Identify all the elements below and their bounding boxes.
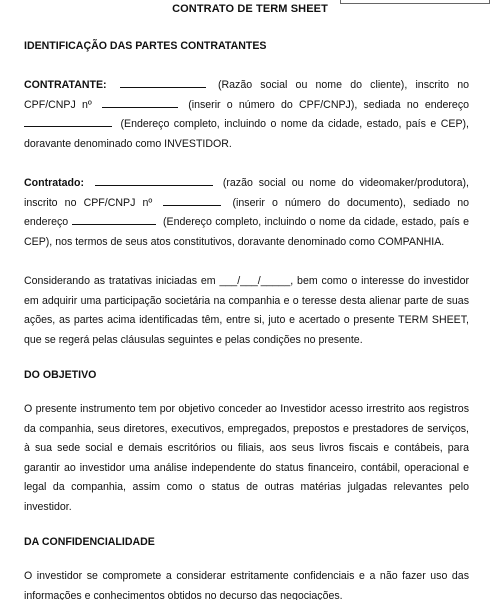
considerando-date-blank: ___/___/_____ <box>219 275 291 288</box>
contratante-label: CONTRATANTE: <box>24 79 107 92</box>
contratante-text-2: (inserir o número do CPF/CNPJ), sediada no endereço <box>188 98 470 111</box>
spacer <box>24 57 469 77</box>
section-heading-parties: IDENTIFICAÇÃO DAS PARTES CONTRATANTES <box>24 40 267 52</box>
contratante-text-1: (Razão social ou nome do cliente), inscrito no CPF/CNPJ nº <box>24 79 469 111</box>
objetivo-paragraph: O presente instrumento tem por objetivo conceder ao Investidor acesso irrestrito aos registros da companhia, seus diretores, executivos, empregados, prepostos e prestadores de serviços, à sua sede social e demais escritórios ou filiais, aos seus livros fiscais e contábeis, para garantir ao investidor uma análise independente do status financeiro, contábil, operacional e legal da companhia, assim como o status de outras matérias julgadas relevantes pelo investidor. <box>24 403 469 514</box>
contratante-paragraph <box>24 76 469 154</box>
section-heading-confidencialidade: DA CONFIDENCIALIDADE <box>24 535 155 548</box>
contratado-text-3: (Endereço completo, incluindo o nome da cidade, estado, país e CEP), nos termos de seus atos constitutivos, doravante denominado como COMPANHIA. <box>24 216 469 248</box>
contratado-text-1: (razão social ou nome do videomaker/produtora), inscrito no CPF/CNPJ nº <box>24 177 470 209</box>
contratante-name-blank <box>120 77 206 88</box>
document-title: CONTRATO DE TERM SHEET <box>172 3 328 15</box>
contratado-text-2: (inserir o número do documento), sediado no endereço <box>24 196 469 229</box>
spacer <box>24 385 469 400</box>
spacer <box>24 351 469 366</box>
spacer <box>24 552 469 567</box>
contratado-paragraph <box>24 174 469 252</box>
spacer <box>24 155 469 175</box>
contratante-text-3: (Endereço completo, incluindo o nome da cidade, estado, país e CEP), doravante denominado como INVESTIDOR. <box>24 118 469 150</box>
contratante-address-blank <box>24 116 112 127</box>
section-heading-objetivo: DO OBJETIVO <box>24 368 97 381</box>
considerando-text-2: , bem como o interesse do investidor em adquirir uma participação societária na companhia e o teresse desta alienar parte de suas ações, as partes acima identificadas têm, entre si, juto e acertado o presente TERM SHEET, que se regerá pelas cláusulas seguintes e pelas condições no presente. <box>24 275 469 346</box>
contratado-label: Contratado: <box>24 177 85 190</box>
spacer <box>24 518 469 533</box>
spacer <box>24 253 469 273</box>
considerando-paragraph <box>24 272 469 350</box>
contratado-name-blank <box>95 175 213 186</box>
contratado-cpf-blank <box>163 195 221 206</box>
confidencialidade-paragraph: O investidor se compromete a considerar estritamente confidenciais e a não fazer uso das informações e conhecimentos obtidos no decurso das negociações. <box>24 570 469 600</box>
contratado-address-blank <box>72 214 156 225</box>
document-body <box>24 37 469 600</box>
contratante-cpf-blank <box>102 97 178 108</box>
considerando-text-1: Considerando as tratativas iniciadas em <box>24 275 216 288</box>
